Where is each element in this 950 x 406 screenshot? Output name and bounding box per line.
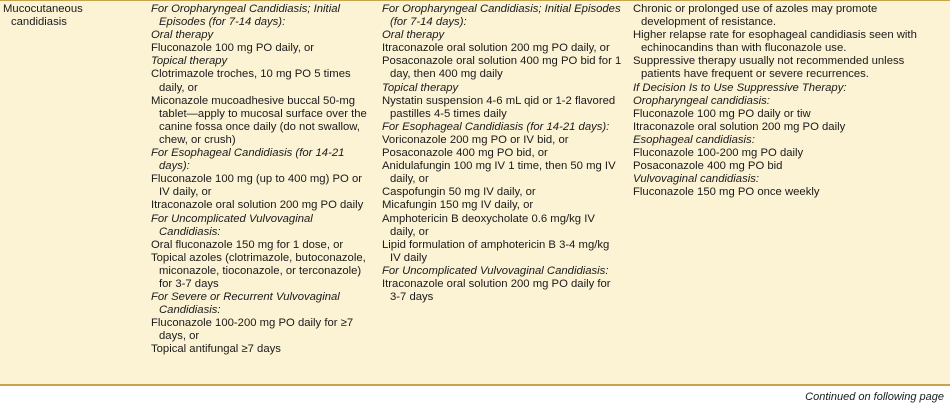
comments-column xyxy=(633,3,943,199)
therapy-line: Topical antifungal ≥7 days xyxy=(151,343,281,356)
subheading: For Esophageal Candidiasis (for 14-21 days): xyxy=(382,120,610,133)
subheading: For Oropharyngeal Candidiasis; Initial Episodes (for 7-14 days): xyxy=(382,3,621,29)
therapy-line: Anidulafungin 100 mg IV 1 time, then 50 mg IV daily, or xyxy=(382,160,616,186)
therapy-line: Topical azoles (clotrimazole, butoconazole, miconazole, tioconazole, or terconazole) for 3-7 days xyxy=(151,251,366,290)
subheading: For Uncomplicated Vulvovaginal Candidiasis: xyxy=(151,212,313,238)
therapy-line: Higher relapse rate for esophageal candidiasis seen with echinocandins than with fluconazole use. xyxy=(633,29,917,55)
alternative-therapy-column xyxy=(382,3,622,304)
therapy-line: Chronic or prolonged use of azoles may promote development of resistance. xyxy=(633,3,878,29)
subheading: Oral therapy xyxy=(151,29,214,42)
therapy-line: Fluconazole 100-200 mg PO daily for ≥7 days, or xyxy=(151,317,354,343)
therapy-line: Itraconazole oral solution 200 mg PO daily xyxy=(633,120,846,133)
condition-label: Mucocutaneous candidiasis xyxy=(3,3,83,29)
therapy-line: Fluconazole 100 mg (up to 400 mg) PO or IV daily, or xyxy=(151,173,362,199)
subheading: Vulvovaginal candidiasis: xyxy=(633,173,760,186)
condition-cell xyxy=(3,3,123,29)
subheading: Topical therapy xyxy=(382,81,459,94)
subheading: Oropharyngeal candidiasis: xyxy=(633,94,770,107)
therapy-line: Fluconazole 100 mg PO daily or tiw xyxy=(633,107,811,120)
continued-note: Continued on following page xyxy=(805,391,944,403)
therapy-line: Itraconazole oral solution 200 mg PO daily for 3-7 days xyxy=(382,277,611,304)
subheading: If Decision Is to Use Suppressive Therapy: xyxy=(633,81,847,94)
therapy-line: Caspofungin 50 mg IV daily, or xyxy=(382,186,536,199)
subheading: For Esophageal Candidiasis (for 14-21 days): xyxy=(151,147,345,173)
therapy-line: Lipid formulation of amphotericin B 3-4 mg/kg IV daily xyxy=(382,238,610,264)
therapy-line: Miconazole mucoadhesive buccal 50-mg tablet—apply to mucosal surface over the canine fossa once daily (do not swallow, chew, or crush) xyxy=(151,94,367,146)
therapy-line: Posaconazole 400 mg PO bid xyxy=(633,160,783,173)
subheading: For Severe or Recurrent Vulvovaginal Candidiasis: xyxy=(151,291,340,317)
therapy-line: Suppressive therapy usually not recommended unless patients have frequent or severe recurrences. xyxy=(633,55,905,81)
therapy-line: Posaconazole oral solution 400 mg PO bid for 1 day, then 400 mg daily xyxy=(382,55,622,81)
subheading: For Oropharyngeal Candidiasis; Initial Episodes (for 7-14 days): xyxy=(151,3,341,29)
therapy-line: Clotrimazole troches, 10 mg PO 5 times daily, or xyxy=(151,68,351,94)
therapy-line: Fluconazole 150 mg PO once weekly xyxy=(633,186,820,199)
therapy-line: Amphotericin B deoxycholate 0.6 mg/kg IV daily, or xyxy=(382,212,595,238)
therapy-line: Oral fluconazole 150 mg for 1 dose, or xyxy=(151,238,344,251)
therapy-line: Posaconazole 400 mg PO bid, or xyxy=(382,147,548,160)
therapy-line: Itraconazole oral solution 200 mg PO daily, or xyxy=(382,42,610,55)
therapy-line: Fluconazole 100-200 mg PO daily xyxy=(633,147,804,160)
therapy-line: Fluconazole 100 mg PO daily, or xyxy=(151,42,315,55)
subheading: For Uncomplicated Vulvovaginal Candidiasis: xyxy=(382,264,609,277)
subheading: Topical therapy xyxy=(151,55,228,68)
therapy-line: Itraconazole oral solution 200 mg PO daily xyxy=(151,199,364,212)
therapy-line: Voriconazole 200 mg PO or IV bid, or xyxy=(382,133,569,146)
therapy-line: Nystatin suspension 4-6 mL qid or 1-2 flavored pastilles 4-5 times daily xyxy=(382,94,616,120)
subheading: Esophageal candidiasis: xyxy=(633,133,755,146)
preferred-therapy-column xyxy=(151,3,374,357)
subheading: Oral therapy xyxy=(382,29,445,42)
therapy-line: Micafungin 150 mg IV daily, or xyxy=(382,199,534,212)
